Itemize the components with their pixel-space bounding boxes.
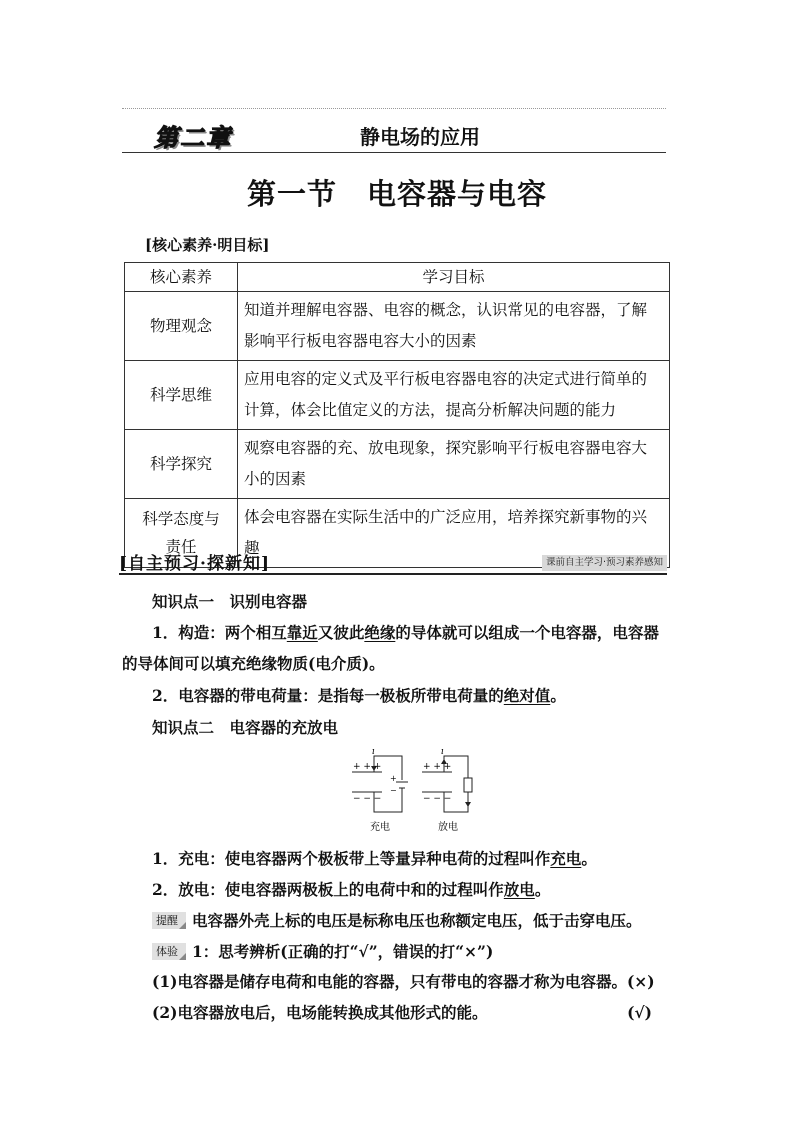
discharge-caption: 放电 <box>438 822 458 833</box>
experience-prompt <box>152 938 692 966</box>
cell-text: 责任 <box>165 538 197 556</box>
current-label-discharge: i <box>441 748 444 757</box>
cell-text: 趣 <box>244 539 260 557</box>
goals-table <box>124 262 670 568</box>
charge-caption: 充电 <box>370 822 390 833</box>
reminder-text: 电容器外壳上标的电压是标称电压也称额定电压，低于击穿电压。 <box>192 911 642 930</box>
text-segment: 。 <box>581 849 597 868</box>
knowledge-point-2-title: 知识点二 电容器的充放电 <box>152 718 339 737</box>
k1-item-1-cont: 的导体间可以填充绝缘物质(电介质)。 <box>122 654 385 673</box>
table-cell-goal <box>238 430 670 499</box>
underlined-term: 绝对值 <box>503 686 551 705</box>
section-title: 第一节 电容器与电容 <box>246 177 547 211</box>
minus-signs-charge: − − − <box>353 794 382 804</box>
cell-text: 计算，体会比值定义的方法，提高分析解决问题的能力 <box>244 401 617 419</box>
experience-text: 1：思考辨析(正确的打“√”，错误的打“×”) <box>192 942 494 961</box>
table-cell-literacy <box>125 361 238 430</box>
underlined-term: 绝缘 <box>364 623 396 642</box>
table-cell-goal <box>238 361 670 430</box>
current-label-charge: i <box>372 748 375 757</box>
text-segment: 的导体就可以组成一个电容器，电容器 <box>395 623 659 642</box>
table-row <box>125 361 670 430</box>
cell-text: 小的因素 <box>244 470 307 488</box>
k2-item-1 <box>122 845 682 873</box>
plus-signs-charge: + + + <box>353 762 382 772</box>
judgment-item-1: (1)电容器是储存电荷和电能的容器，只有带电的容器才称为电容器。(×) <box>152 972 655 991</box>
text-segment: 2．电容器的带电荷量：是指每一极板所带电荷量的 <box>152 686 504 705</box>
text-segment: 2．放电：使电容器两极板上的电荷中和的过程叫作 <box>152 880 504 899</box>
preview-section-title: [自主预习·探新知] <box>119 554 271 574</box>
cell-text: 观察电容器的充、放电现象，探究影响平行板电容器电容大 <box>244 439 648 457</box>
k1-item-2 <box>122 682 682 710</box>
minus-signs-discharge: − − − <box>423 794 452 804</box>
table-header-cell: 学习目标 <box>238 263 670 292</box>
table-cell-goal <box>238 292 670 361</box>
cell-text: 知道并理解电容器、电容的概念，认识常见的电容器，了解 <box>244 301 648 319</box>
underlined-term: 充电 <box>550 849 582 868</box>
text-segment: 。 <box>534 880 551 899</box>
table-cell-literacy <box>125 430 238 499</box>
chapter-header <box>122 114 666 153</box>
reminder-badge: 提醒 <box>152 912 186 929</box>
k1-item-1 <box>122 619 682 647</box>
experience-badge: 体验 <box>152 943 186 960</box>
text-segment: 。 <box>550 686 566 705</box>
text-segment: 又彼此 <box>317 623 365 642</box>
cell-text: 物理观念 <box>149 317 212 335</box>
top-dotted-rule <box>122 108 666 109</box>
preview-section-tag: 课前自主学习·预习素养感知 <box>542 555 667 571</box>
knowledge-point-1-title: 知识点一 识别电容器 <box>152 592 308 611</box>
answer-mark: (√) <box>627 1003 652 1022</box>
underlined-term: 放电 <box>503 880 535 899</box>
circuit-diagram <box>338 748 488 836</box>
chapter-label: 第二章 <box>154 123 232 152</box>
plus-signs-discharge: + + + <box>423 762 452 772</box>
cell-text: 科学态度与 <box>142 510 220 528</box>
cell-text: 影响平行板电容器电容大小的因素 <box>244 332 477 350</box>
table-row <box>125 430 670 499</box>
core-literacy-label: [核心素养·明目标] <box>145 236 270 254</box>
cell-text: 体会电容器在实际生活中的广泛应用，培养探究新事物的兴 <box>244 508 648 526</box>
chapter-title: 静电场的应用 <box>360 125 480 149</box>
cell-text: 科学思维 <box>149 386 212 404</box>
preview-section-bar <box>119 549 667 575</box>
text-segment: (2)电容器放电后，电场能转换成其他形式的能。 <box>152 1003 488 1022</box>
text-segment: 1．构造：两个相互 <box>152 623 287 642</box>
battery-plus: + <box>390 774 397 783</box>
text-segment: 1．充电：使电容器两个极板带上等量异种电荷的过程叫作 <box>152 849 551 868</box>
cell-text: 科学探究 <box>149 455 212 473</box>
cell-text: 应用电容的定义式及平行板电容器电容的决定式进行简单的 <box>244 370 648 388</box>
k2-item-2 <box>122 876 682 904</box>
table-header-row <box>125 263 670 292</box>
table-row <box>125 292 670 361</box>
table-header-cell: 核心素养 <box>125 263 238 292</box>
charge-discharge-figure <box>338 748 488 836</box>
reminder-note <box>152 907 692 935</box>
table-cell-literacy <box>125 292 238 361</box>
battery-minus: − <box>390 786 397 795</box>
judgment-item-2 <box>122 999 652 1027</box>
underlined-term: 靠近 <box>286 623 318 642</box>
